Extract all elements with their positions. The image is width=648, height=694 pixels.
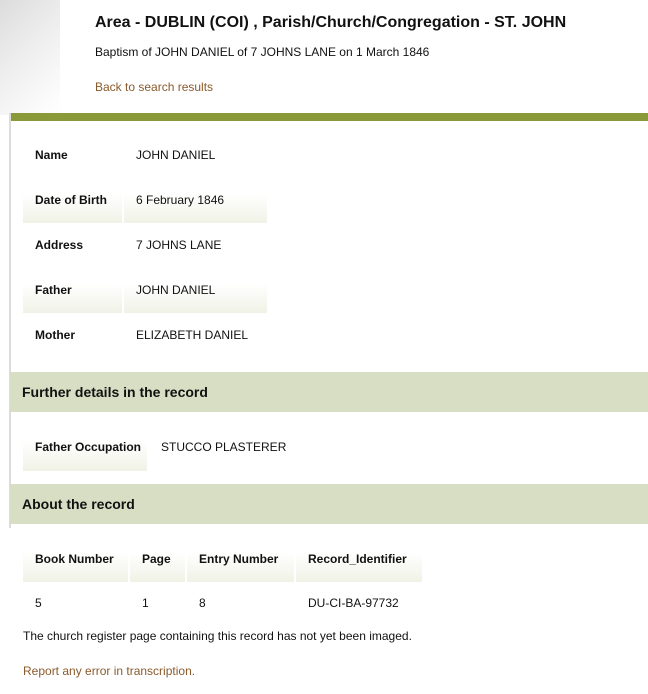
accent-bar [10, 113, 648, 121]
column-header: Entry Number [187, 537, 296, 582]
table-cell: DU-CI-BA-97732 [308, 596, 399, 610]
detail-value: 6 February 1846 [124, 178, 267, 223]
detail-value: STUCCO PLASTERER [161, 440, 287, 454]
detail-label: Name [23, 133, 124, 178]
left-border [9, 113, 11, 528]
record-table [23, 537, 424, 618]
detail-label: Father Occupation [23, 425, 147, 471]
not-imaged-note: The church register page containing this record has not yet been imaged. [23, 629, 412, 643]
about-record-heading: About the record [10, 484, 648, 524]
detail-row-address [23, 223, 267, 268]
detail-label: Date of Birth [23, 178, 124, 223]
further-details-heading: Further details in the record [10, 372, 648, 412]
column-header: Book Number [23, 537, 130, 582]
details-table [23, 133, 267, 358]
table-cell: 8 [199, 596, 206, 610]
table-cell: 1 [142, 596, 149, 610]
page-subtitle: Baptism of JOHN DANIEL of 7 JOHNS LANE on 1 March 1846 [95, 45, 430, 59]
column-header: Record_Identifier [296, 537, 424, 582]
page-title: Area - DUBLIN (COI) , Parish/Church/Congregation - ST. JOHN [95, 14, 567, 31]
table-row [23, 582, 424, 618]
detail-row-father [23, 268, 267, 313]
detail-value: JOHN DANIEL [136, 148, 216, 162]
report-error-link[interactable]: Report any error in transcription. [23, 664, 196, 678]
detail-row-father-occupation [23, 425, 286, 471]
back-to-search-link[interactable]: Back to search results [95, 80, 214, 94]
detail-label: Address [23, 223, 124, 268]
table-cell: 5 [35, 596, 42, 610]
detail-label: Mother [23, 313, 124, 358]
detail-row-mother [23, 313, 267, 358]
detail-value: JOHN DANIEL [124, 268, 267, 313]
table-header-row [23, 537, 424, 582]
detail-row-date-of-birth [23, 178, 267, 223]
detail-value: 7 JOHNS LANE [136, 238, 222, 252]
corner-decoration [0, 0, 60, 115]
detail-row-name [23, 133, 267, 178]
detail-label: Father [23, 268, 124, 313]
detail-value: ELIZABETH DANIEL [136, 328, 249, 342]
column-header: Page [130, 537, 187, 582]
